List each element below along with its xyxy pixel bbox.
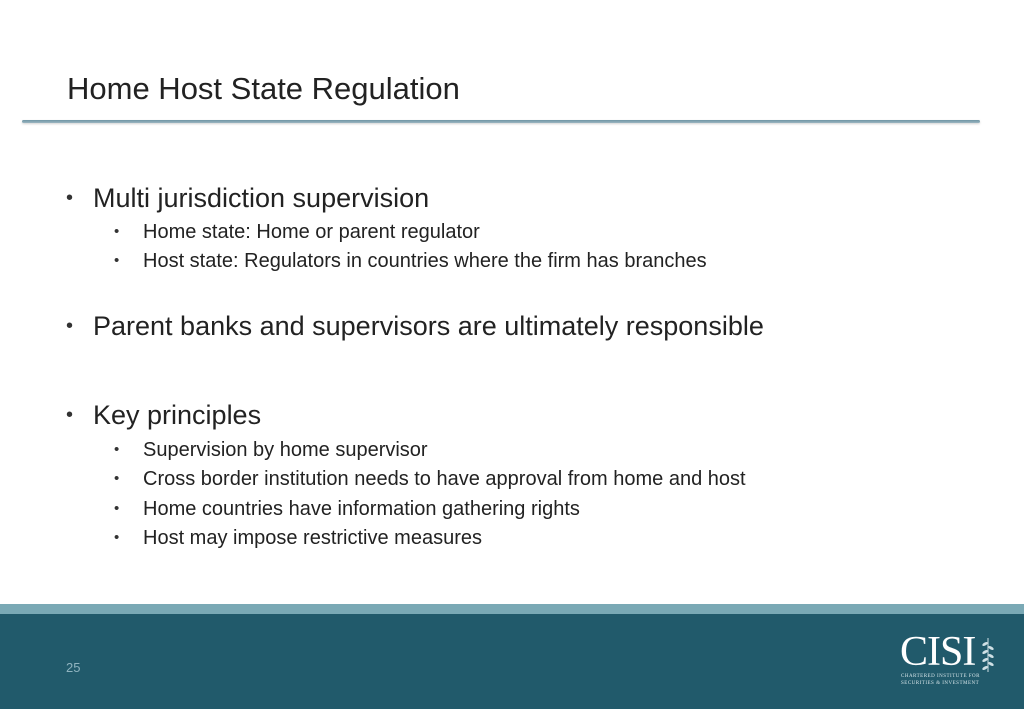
- sub-bullet-text: Supervision by home supervisor: [143, 439, 428, 461]
- sub-bullet-text: Host may impose restrictive measures: [143, 527, 482, 549]
- bullet-parent-banks: [66, 310, 764, 342]
- sub-bullet-cross-border: [114, 466, 746, 492]
- cisi-logo: [900, 630, 1000, 692]
- bullet-dot-icon: •: [66, 315, 74, 337]
- bullet-dot-icon: •: [114, 500, 120, 517]
- laurel-leaf-icon: [980, 636, 996, 674]
- bullet-dot-icon: •: [114, 470, 120, 487]
- page-number: 25: [66, 660, 81, 675]
- bullet-text: Multi jurisdiction supervision: [93, 183, 430, 213]
- bullet-text: Key principles: [93, 400, 262, 430]
- sub-bullet-text: Home state: Home or parent regulator: [143, 221, 480, 243]
- bullet-dot-icon: •: [114, 252, 120, 269]
- bullet-dot-icon: •: [114, 223, 120, 240]
- sub-bullet-text: Host state: Regulators in countries where the firm has branches: [143, 250, 707, 272]
- bullet-text: Parent banks and supervisors are ultimately responsible: [93, 311, 764, 341]
- sub-bullet-supervision: [114, 437, 428, 463]
- logo-wordmark: CISI: [900, 629, 976, 675]
- bullet-key-principles: [66, 399, 262, 431]
- sub-bullet-information-rights: [114, 496, 580, 522]
- bullet-dot-icon: •: [66, 187, 74, 209]
- sub-bullet-home-state: [114, 219, 480, 245]
- bullet-dot-icon: •: [66, 404, 74, 426]
- sub-bullet-restrictive-measures: [114, 525, 482, 551]
- footer-band: [0, 604, 1024, 709]
- title-divider: [22, 120, 980, 123]
- bullet-dot-icon: •: [114, 441, 120, 458]
- sub-bullet-host-state: [114, 248, 707, 274]
- sub-bullet-text: Home countries have information gathering rights: [143, 498, 580, 520]
- bullet-dot-icon: •: [114, 529, 120, 546]
- sub-bullet-text: Cross border institution needs to have approval from home and host: [143, 468, 746, 490]
- bullet-multi-jurisdiction: [66, 182, 430, 214]
- logo-tagline: CHARTERED INSTITUTE FOR SECURITIES & INVESTMENT: [901, 674, 980, 686]
- slide-title: Home Host State Regulation: [67, 71, 460, 106]
